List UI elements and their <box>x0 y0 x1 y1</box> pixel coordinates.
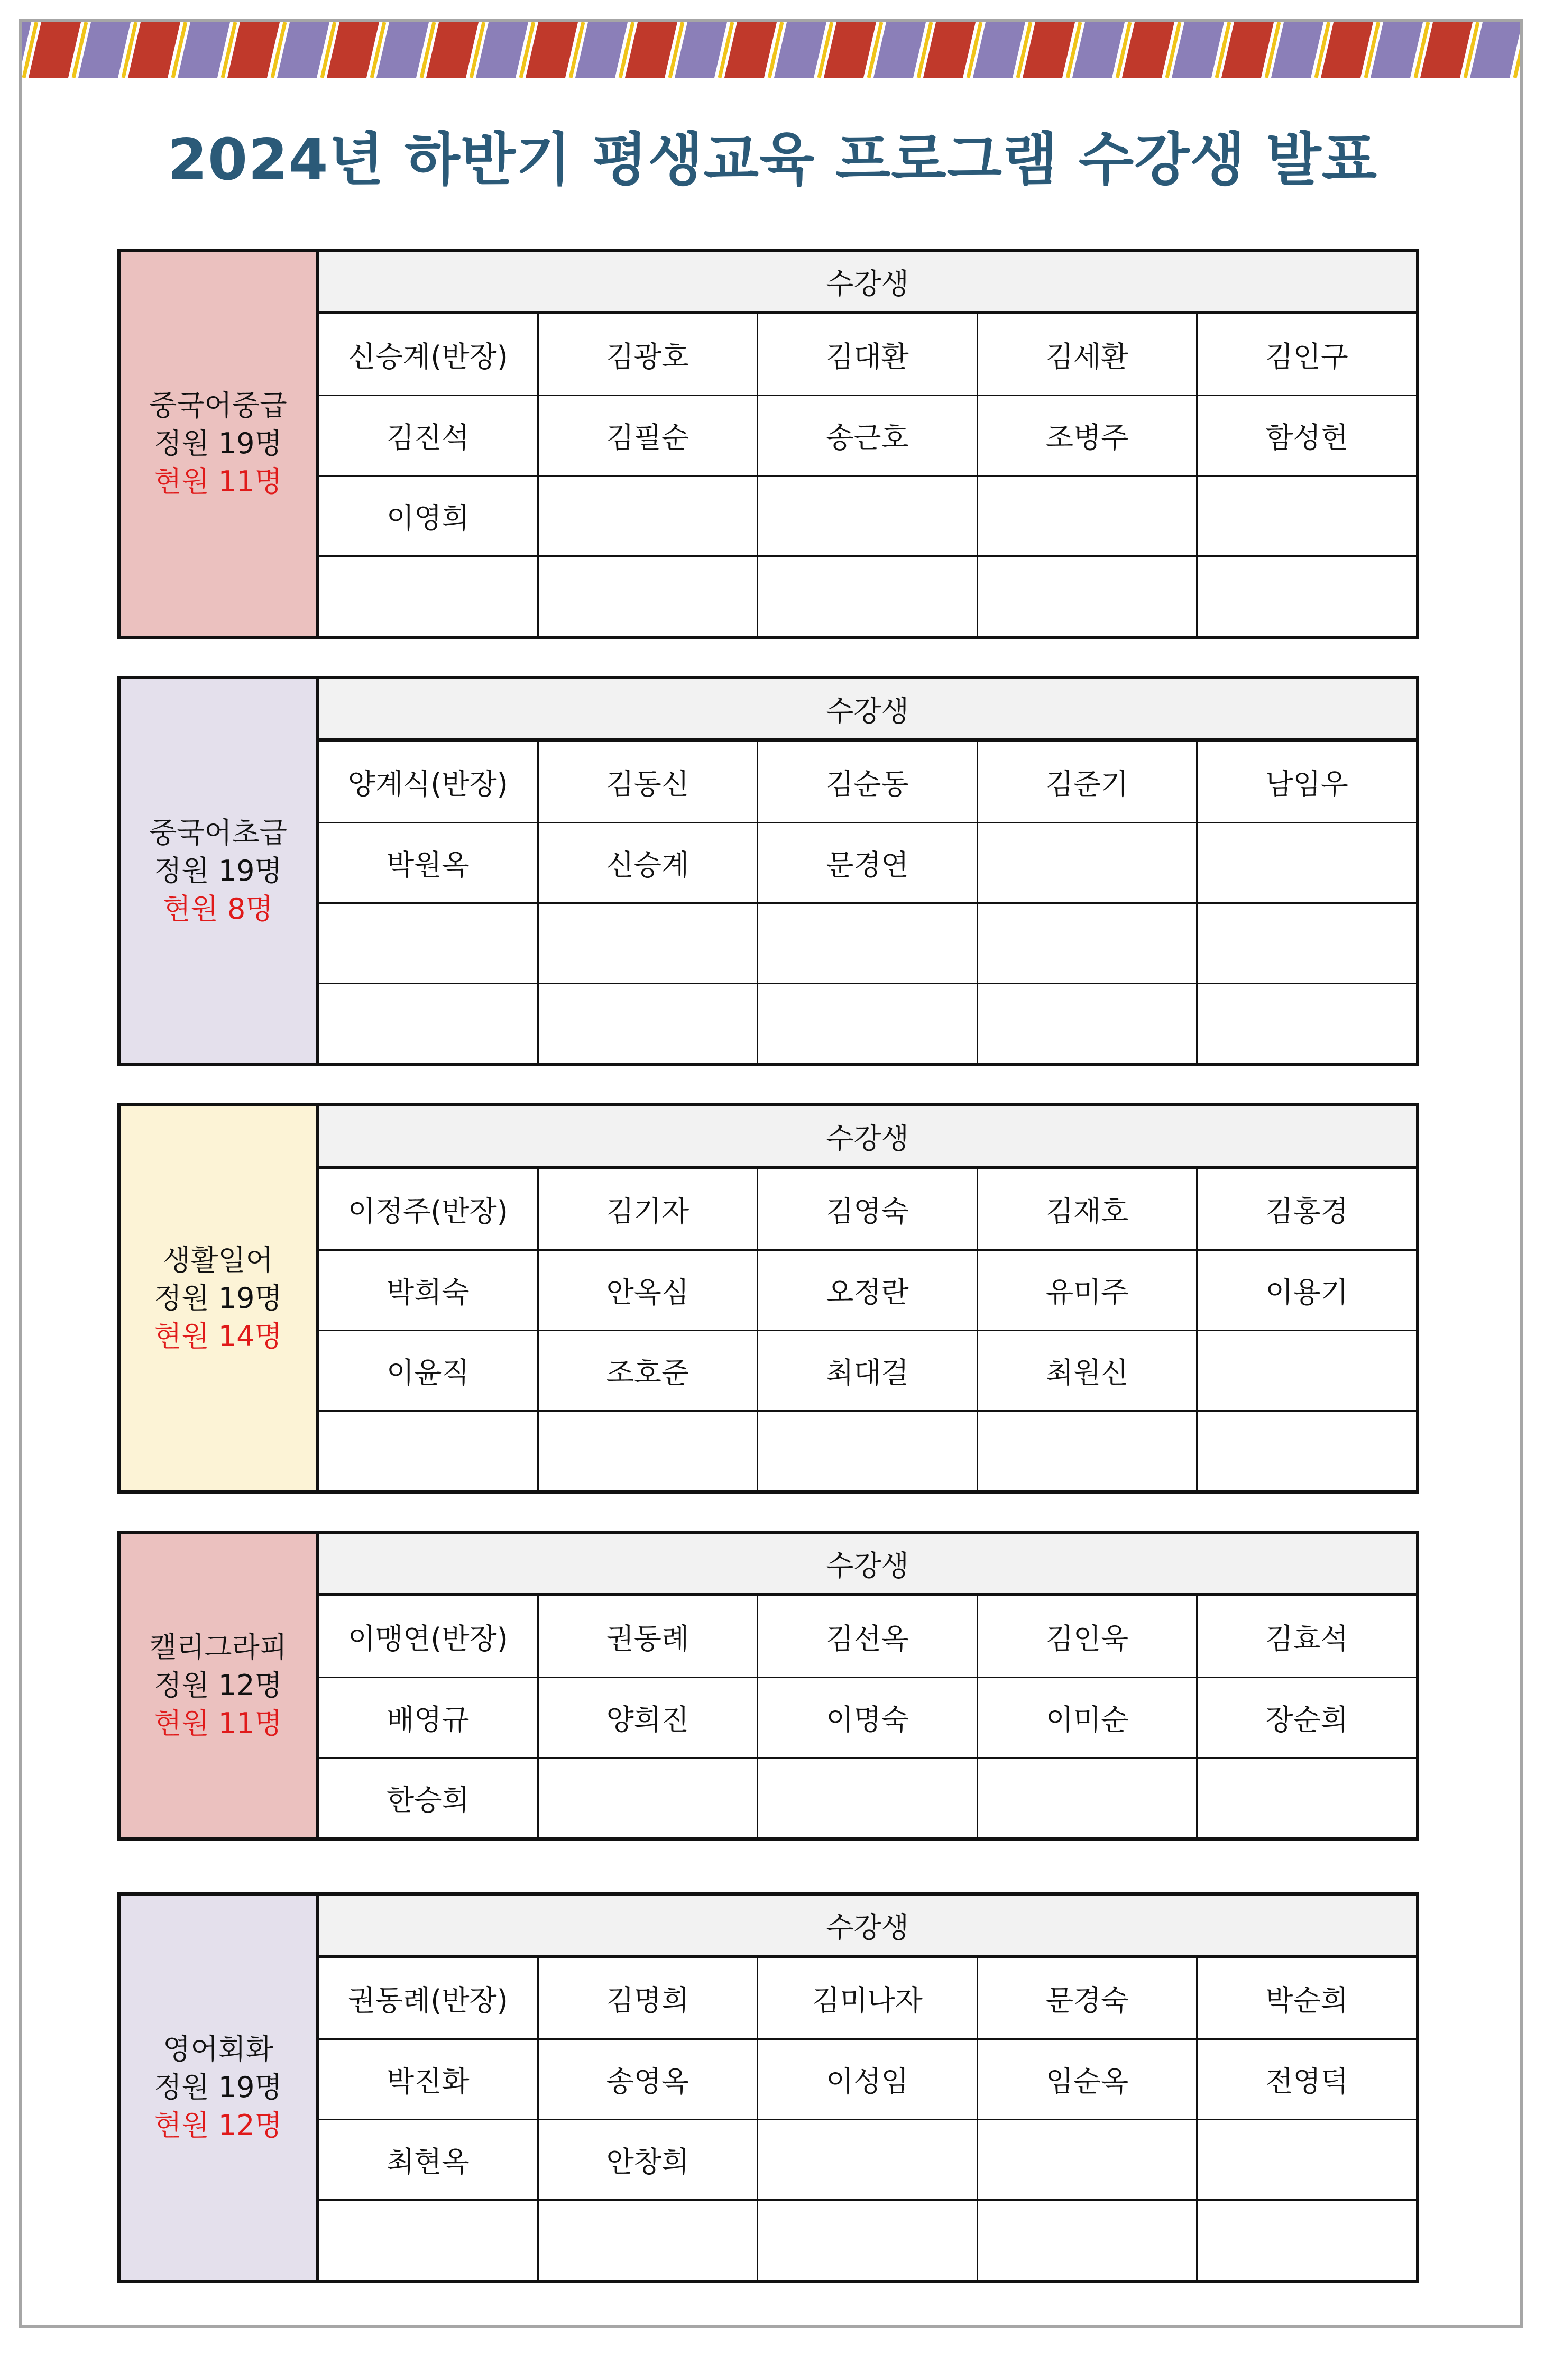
student-cell <box>758 1412 978 1490</box>
student-cell: 김홍경 <box>1265 1194 1348 1228</box>
students-header: 수강생 <box>319 679 1416 742</box>
student-cell: 이윤직 <box>319 1331 539 1410</box>
student-cell: 이영희 <box>319 477 539 555</box>
program-current: 현원 14명 <box>154 1320 282 1353</box>
student-cell: 남임우 <box>1265 767 1348 801</box>
program-current: 현원 8명 <box>163 892 273 926</box>
student-cell: 박순희 <box>1265 1983 1348 2017</box>
student-cell <box>319 1412 539 1490</box>
student-cell <box>539 984 759 1063</box>
student-cell: 장순희 <box>1265 1703 1348 1736</box>
student-cell: 박희숙 <box>319 1251 539 1330</box>
program-capacity: 정원 19명 <box>154 427 282 460</box>
student-cell <box>1198 984 1416 1063</box>
student-cell: 최대걸 <box>758 1331 978 1410</box>
student-cell: 김영숙 <box>758 1169 978 1249</box>
student-row <box>319 2119 1416 2199</box>
students-header: 수강생 <box>319 1106 1416 1169</box>
student-row <box>319 742 1416 822</box>
student-cell <box>978 1759 1198 1837</box>
student-row <box>319 2199 1416 2280</box>
student-cell: 김기자 <box>539 1169 759 1249</box>
student-row <box>319 475 1416 555</box>
student-cell: 최현옥 <box>319 2120 539 2199</box>
student-cell <box>758 1759 978 1837</box>
student-cell <box>1198 904 1416 983</box>
student-cell <box>319 557 539 636</box>
student-cell: 이성임 <box>758 2040 978 2119</box>
student-cell: 임순옥 <box>978 2040 1198 2119</box>
students-header: 수강생 <box>319 252 1416 314</box>
student-cell <box>758 477 978 555</box>
student-cell: 이정주(반장) <box>319 1169 539 1249</box>
student-row <box>319 902 1416 983</box>
student-row <box>319 1958 1416 2038</box>
program-info-cell <box>121 1106 319 1490</box>
student-cell: 이명숙 <box>758 1678 978 1757</box>
students-header: 수강생 <box>319 1534 1416 1596</box>
student-cell <box>978 984 1198 1063</box>
student-row <box>319 1330 1416 1410</box>
student-row <box>319 1169 1416 1249</box>
program-capacity: 정원 19명 <box>154 1281 282 1315</box>
program-name: 중국어중급 <box>149 389 287 422</box>
student-cell <box>978 2201 1198 2280</box>
student-cell: 안옥심 <box>539 1251 759 1330</box>
student-cell: 조병주 <box>978 396 1198 475</box>
student-cell <box>1198 1759 1416 1837</box>
student-cell <box>319 984 539 1063</box>
program-info-cell <box>121 1534 319 1837</box>
student-row <box>319 555 1416 636</box>
program-current: 현원 12명 <box>154 2109 282 2142</box>
student-cell <box>758 904 978 983</box>
student-cell <box>539 477 759 555</box>
student-cell: 문경숙 <box>978 1958 1198 2038</box>
student-cell: 유미주 <box>978 1251 1198 1330</box>
student-cell <box>978 477 1198 555</box>
student-cell <box>1198 2120 1416 2199</box>
student-cell: 박진화 <box>319 2040 539 2119</box>
student-cell <box>1198 2201 1416 2280</box>
student-cell: 이맹연(반장) <box>319 1596 539 1677</box>
student-cell: 안창희 <box>539 2120 759 2199</box>
program-table <box>117 1531 1419 1841</box>
student-cell: 권동례(반장) <box>319 1958 539 2038</box>
student-cell <box>1198 1412 1416 1490</box>
student-cell <box>978 904 1198 983</box>
student-cell <box>539 557 759 636</box>
student-cell: 김대환 <box>758 314 978 395</box>
program-capacity: 정원 19명 <box>154 854 282 887</box>
student-cell <box>539 1759 759 1837</box>
program-current: 현원 11명 <box>154 465 282 498</box>
program-table <box>117 676 1419 1066</box>
student-cell: 양계식(반장) <box>319 742 539 822</box>
student-row <box>319 983 1416 1063</box>
student-cell <box>1198 823 1416 902</box>
student-cell: 한승희 <box>319 1759 539 1837</box>
student-cell: 오정란 <box>758 1251 978 1330</box>
student-cell: 김준기 <box>978 742 1198 822</box>
student-cell <box>539 1412 759 1490</box>
student-cell: 김진석 <box>319 396 539 475</box>
student-cell: 김효석 <box>1265 1622 1348 1655</box>
student-cell <box>319 904 539 983</box>
student-row <box>319 1757 1416 1837</box>
student-cell: 김광호 <box>539 314 759 395</box>
program-table <box>117 249 1419 639</box>
decorative-stripe-border <box>22 22 1520 78</box>
student-cell: 이미순 <box>978 1678 1198 1757</box>
student-cell: 김동신 <box>539 742 759 822</box>
program-name: 캘리그라피 <box>149 1631 287 1664</box>
program-info-cell <box>121 679 319 1063</box>
program-current: 현원 11명 <box>154 1707 282 1740</box>
student-cell: 김세환 <box>978 314 1198 395</box>
program-name: 생활일어 <box>163 1243 273 1277</box>
student-cell: 김미나자 <box>758 1958 978 2038</box>
student-row <box>319 314 1416 395</box>
student-cell: 김인욱 <box>978 1596 1198 1677</box>
student-cell: 문경연 <box>758 823 978 902</box>
student-cell <box>758 984 978 1063</box>
student-cell: 송근호 <box>758 396 978 475</box>
program-name: 중국어초급 <box>149 816 287 849</box>
student-cell: 양희진 <box>539 1678 759 1757</box>
student-cell <box>319 2201 539 2280</box>
program-table <box>117 1892 1419 2283</box>
student-cell <box>539 904 759 983</box>
student-row <box>319 1596 1416 1677</box>
page-title: 2024년 하반기 평생교육 프로그램 수강생 발표 <box>167 127 1378 193</box>
student-cell <box>539 2201 759 2280</box>
student-cell: 김재호 <box>978 1169 1198 1249</box>
student-cell <box>978 1412 1198 1490</box>
student-cell: 조호준 <box>539 1331 759 1410</box>
student-cell: 배영규 <box>319 1678 539 1757</box>
program-name: 영어회화 <box>163 2033 273 2066</box>
student-cell <box>758 2201 978 2280</box>
student-cell: 박원옥 <box>319 823 539 902</box>
student-row <box>319 1677 1416 1757</box>
student-cell <box>978 823 1198 902</box>
student-cell: 김인구 <box>1265 340 1348 373</box>
student-cell: 신승계 <box>539 823 759 902</box>
student-row <box>319 2038 1416 2119</box>
student-cell <box>978 2120 1198 2199</box>
student-cell: 김필순 <box>539 396 759 475</box>
program-table <box>117 1103 1419 1494</box>
student-cell: 송영옥 <box>539 2040 759 2119</box>
program-info-cell <box>121 252 319 636</box>
student-cell: 김순동 <box>758 742 978 822</box>
students-header: 수강생 <box>319 1896 1416 1958</box>
stripe-pattern-icon <box>22 22 1520 78</box>
student-row <box>319 1410 1416 1490</box>
student-cell <box>1198 557 1416 636</box>
student-cell <box>758 557 978 636</box>
program-capacity: 정원 19명 <box>154 2071 282 2104</box>
student-cell: 김명희 <box>539 1958 759 2038</box>
student-row <box>319 395 1416 475</box>
student-cell: 신승계(반장) <box>319 314 539 395</box>
student-cell: 김선옥 <box>758 1596 978 1677</box>
student-cell <box>1198 1331 1416 1410</box>
student-cell: 함성헌 <box>1265 421 1348 454</box>
student-cell <box>1198 477 1416 555</box>
student-cell <box>978 557 1198 636</box>
program-info-cell <box>121 1896 319 2280</box>
student-cell: 이용기 <box>1265 1276 1348 1309</box>
student-row <box>319 1249 1416 1330</box>
student-cell: 권동례 <box>539 1596 759 1677</box>
program-capacity: 정원 12명 <box>154 1669 282 1702</box>
student-row <box>319 822 1416 902</box>
student-cell: 전영덕 <box>1265 2065 1348 2098</box>
student-cell <box>758 2120 978 2199</box>
student-cell: 최원신 <box>978 1331 1198 1410</box>
